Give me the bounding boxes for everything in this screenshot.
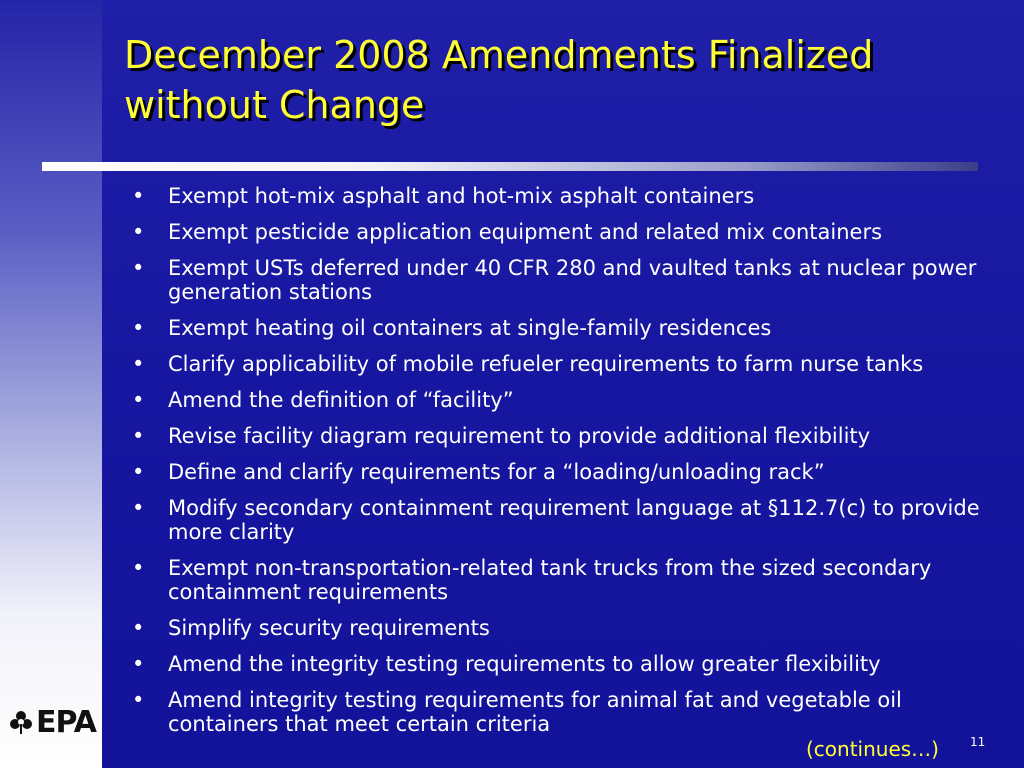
bullet-dot: • [132, 460, 145, 484]
epa-logo-text: EPA [36, 704, 96, 740]
page-number: 11 [970, 735, 986, 749]
bullet-text: Exempt pesticide application equipment and related mix containers [168, 220, 883, 244]
bullet-text: Amend the integrity testing requirements to allow greater flexibility [168, 652, 881, 676]
left-gradient-strip [0, 0, 102, 768]
title-divider [42, 162, 978, 171]
bullet-dot: • [132, 556, 145, 580]
bullet-item [126, 652, 1006, 676]
bullet-item [126, 556, 1006, 604]
bullet-item [126, 184, 1006, 208]
bullet-dot: • [132, 388, 145, 412]
title-line-1: December 2008 Amendments Finalized [124, 33, 874, 77]
bullet-dot: • [132, 496, 145, 520]
bullet-item [126, 460, 1006, 484]
bullet-text: Define and clarify requirements for a “loading/unloading rack” [168, 460, 825, 484]
bullet-dot: • [132, 652, 145, 676]
bullet-text: Revise facility diagram requirement to provide additional flexibility [168, 424, 871, 448]
title-line-2: without Change [124, 83, 425, 127]
bullet-dot: • [132, 616, 145, 640]
bullet-dot: • [132, 352, 145, 376]
bullet-item [126, 424, 1006, 448]
bullet-item [126, 220, 1006, 244]
bullet-dot: • [132, 220, 145, 244]
bullet-text: Exempt USTs deferred under 40 CFR 280 and vaulted tanks at nuclear power generation stations [168, 256, 977, 304]
bullet-text: Clarify applicability of mobile refueler requirements to farm nurse tanks [168, 352, 924, 376]
bullet-item [126, 616, 1006, 640]
bullet-dot: • [132, 316, 145, 340]
bullet-item [126, 352, 1006, 376]
bullet-text: Exempt hot-mix asphalt and hot-mix asphalt containers [168, 184, 755, 208]
bullet-text: Exempt non-transportation-related tank trucks from the sized secondary containment requirements [168, 556, 932, 604]
bullet-text: Exempt heating oil containers at single-family residences [168, 316, 772, 340]
bullet-text: Modify secondary containment requirement language at §112.7(c) to provide more clarity [168, 496, 980, 544]
bullet-text: Amend integrity testing requirements for animal fat and vegetable oil containers that meet certain criteria [168, 688, 902, 736]
bullet-dot: • [132, 184, 145, 208]
bullet-list [126, 184, 1006, 748]
bullet-dot: • [132, 688, 145, 712]
continues-label: (continues…) [806, 737, 939, 761]
bullet-item [126, 256, 1006, 304]
bullet-dot: • [132, 424, 145, 448]
bullet-text: Simplify security requirements [168, 616, 490, 640]
epa-flower-icon [8, 709, 34, 735]
bullet-dot: • [132, 256, 145, 280]
bullet-item [126, 388, 1006, 412]
bullet-text: Amend the definition of “facility” [168, 388, 514, 412]
slide-title [124, 30, 984, 130]
epa-logo [8, 700, 100, 744]
bullet-item [126, 316, 1006, 340]
bullet-item [126, 496, 1006, 544]
bullet-item [126, 688, 1006, 736]
